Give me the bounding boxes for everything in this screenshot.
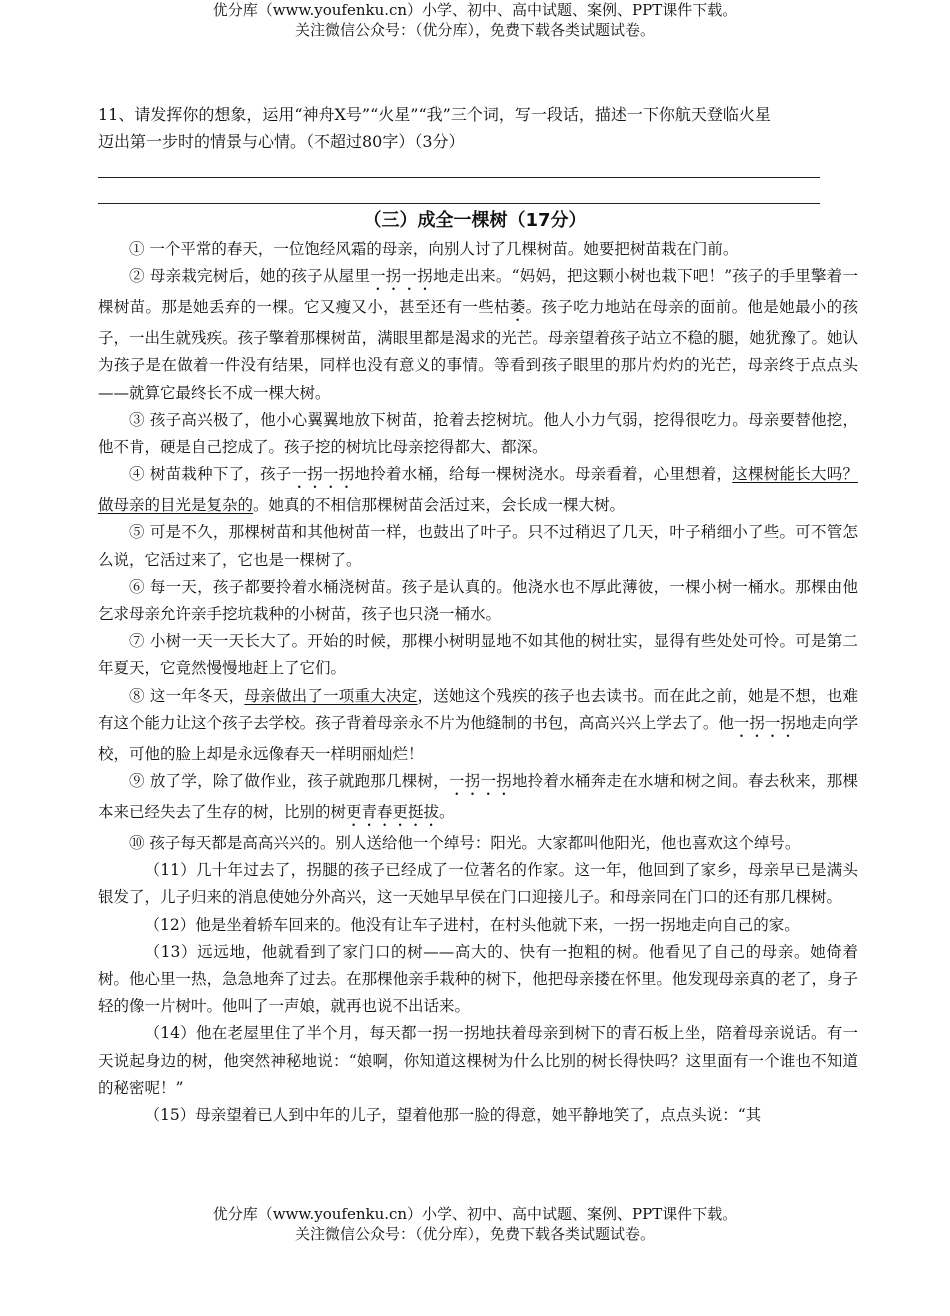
article-body <box>98 236 858 1129</box>
footer-line-1: 优分库（www.youfenku.cn）小学、初中、高中试题、案例、PPT课件下载。 <box>212 1205 738 1223</box>
underlined-sentence-decision: 母亲做出了一项重大决定 <box>244 686 418 705</box>
header-line-2: 关注微信公众号：（优分库），免费下载各类试题试卷。 <box>294 21 655 39</box>
underlined-sentence-mother-gaze: 这棵树能长大吗？做母亲的目光是复杂的 <box>98 465 858 515</box>
answer-line-2[interactable] <box>98 203 820 204</box>
answer-line-1[interactable] <box>98 177 820 178</box>
paragraph-3: ③ 孩子高兴极了，他小心翼翼地放下树苗，抢着去挖树坑。他人小力气弱，挖得很吃力。母亲要替他挖，他不肯，硬是自己挖成了。孩子挖的树坑比母亲挖得都大、都深。 <box>98 410 858 457</box>
header-line-1: 优分库（www.youfenku.cn）小学、初中、高中试题、案例、PPT课件下载。 <box>212 1 738 19</box>
paragraph-11: （11）几十年过去了，拐腿的孩子已经成了一位著名的作家。这一年，他回到了家乡，母亲早已是满头银发了，儿子归来的消息使她分外高兴，这一天她早早侯在门口迎接儿子。和母亲同在门口的还有那几棵树。 <box>98 861 858 907</box>
paragraph-13: （13）远远地，他就看到了家门口的树——高大的、快有一抱粗的树。他看见了自己的母亲。她倚着树。他心里一热，急急地奔了过去。在那棵他亲手栽种的树下，他把母亲搂在怀里。他发现母亲真的老了，身子轻的像一片树叶。他叫了一声娘，就再也说不出话来。 <box>98 942 858 1016</box>
paragraph-7: ⑦ 小树一天一天长大了。开始的时候，那棵小树明显地不如其他的树壮实，显得有些处处可怜。可是第二年夏天，它竟然慢慢地赶上了它们。 <box>98 632 858 678</box>
paragraph-4-text-c: 地拎着水桶，给每一棵树浇水。母亲看着，心里想着， <box>354 465 733 484</box>
paragraph-14: （14）他在老屋里住了半个月，每天都一拐一拐地扶着母亲到树下的青石板上坐，陪着母亲说话。有一天说起身边的树，他突然神秘地说：“娘啊，你知道这棵树为什么比别的树长得快吗？这里面有一个谁也不知道的秘密呢！” <box>98 1024 858 1097</box>
footer-line-2: 关注微信公众号：（优分库），免费下载各类试题试卷。 <box>294 1225 655 1243</box>
paragraph-12: （12）他是坐着轿车回来的。他没有让车子进村，在村头他就下来，一拐一拐地走向自己的家。 <box>144 915 800 934</box>
emphasis-wei: 萎 <box>509 298 526 317</box>
emphasis-qingchun-tingba: 更青春更挺拔 <box>346 803 440 822</box>
paragraph-8-text-e: 地走向学校，可他的脸上却是永远像春天一样明丽灿烂！ <box>98 713 858 763</box>
section-title: （三）成全一棵树（17分） <box>363 210 587 231</box>
page-footer <box>0 1204 950 1244</box>
paragraph-4-text-a: ④ 树苗栽种下了，孩子 <box>129 465 292 484</box>
paragraph-1: ① 一个平常的春天，一位饱经风霜的母亲，向别人讨了几棵树苗。她要把树苗栽在门前。 <box>129 240 739 258</box>
paragraph-2-text-c: 地走出来。“妈妈，把这颗小树也栽下吧！”孩子的手里擎着一棵树苗。那是她丢弃的一棵。它又瘦又小，甚至还有一些枯 <box>98 267 858 317</box>
paragraph-8-text-a: ⑧ 这一年冬天， <box>129 686 245 705</box>
paragraph-8-text-c: ，送她这个残疾的孩子也去读书。而在此之前，她是不想，也难有这个能力让这个孩子去学校。孩子背着母亲永不片为他缝制的书包，高高兴兴上学去了。他 <box>98 686 858 732</box>
question-11-line-2: 迈出第一步时的情景与心情。（不超过80字）（3分） <box>98 132 465 151</box>
emphasis-yiguaiyiguai-1: 一拐一拐 <box>370 267 433 286</box>
paragraph-8 <box>98 683 858 768</box>
emphasis-yiguaiyiguai-4: 一拐一拐 <box>448 772 512 791</box>
paragraph-9-text-e: 。 <box>439 803 455 822</box>
paragraph-10: ⑩ 孩子每天都是高高兴兴的。别人送给他一个绰号：阳光。大家都叫他阳光，他也喜欢这个绰号。 <box>129 834 801 853</box>
paragraph-6: ⑥ 每一天，孩子都要拎着水桶浇树苗。孩子是认真的。他浇水也不厚此薄彼，一棵小树一桶水。那棵由他乞求母亲允许亲手挖坑栽种的小树苗，孩子也只浇一桶水。 <box>98 577 858 624</box>
paragraph-2-text-e: 。孩子吃力地站在母亲的面前。他是她最小的孩子，一出生就残疾。孩子擎着那棵树苗，满眼里都是渴求的光芒。母亲望着孩子站立不稳的腿，她犹豫了。她认为孩子是在做着一件没有结果，同样也没有意义的事情。等看到孩子眼里的那片灼灼的光芒，母亲终于点点头——就算它最终长不成一棵大树。 <box>98 298 858 402</box>
paragraph-4 <box>98 461 858 519</box>
page-header <box>0 0 950 40</box>
emphasis-yiguaiyiguai-2: 一拐一拐 <box>291 465 355 484</box>
paragraph-5: ⑤ 可是不久，那棵树苗和其他树苗一样，也鼓出了叶子。只不过稍迟了几天，叶子稍细小了些。可不管怎么说，它活过来了，它也是一棵树了。 <box>98 523 858 569</box>
paragraph-2-text-a: ② 母亲栽完树后，她的孩子从屋里 <box>129 267 371 286</box>
paragraph-9 <box>98 768 858 830</box>
question-11 <box>98 101 858 155</box>
question-11-line-1: 11、请发挥你的想象，运用“神舟X号”“火星”“我”三个词，写一段话，描述一下你航天登临火星 <box>98 105 771 124</box>
paragraph-15: （15）母亲望着已人到中年的儿子，望着他那一脸的得意，她平静地笑了，点点头说：“其 <box>144 1106 762 1125</box>
emphasis-yiguaiyiguai-3: 一拐一拐 <box>733 713 796 732</box>
paragraph-4-text-e: 。她真的不相信那棵树苗会活过来，会长成一棵大树。 <box>253 496 626 515</box>
paragraph-9-text-a: ⑨ 放了学，除了做作业，孩子就跑那几棵树， <box>129 772 449 791</box>
paragraph-2 <box>98 263 858 407</box>
paragraph-9-text-c: 地拎着水桶奔走在水塘和树之间。春去秋来，那棵本来已经失去了生存的树，比别的树 <box>98 772 858 822</box>
